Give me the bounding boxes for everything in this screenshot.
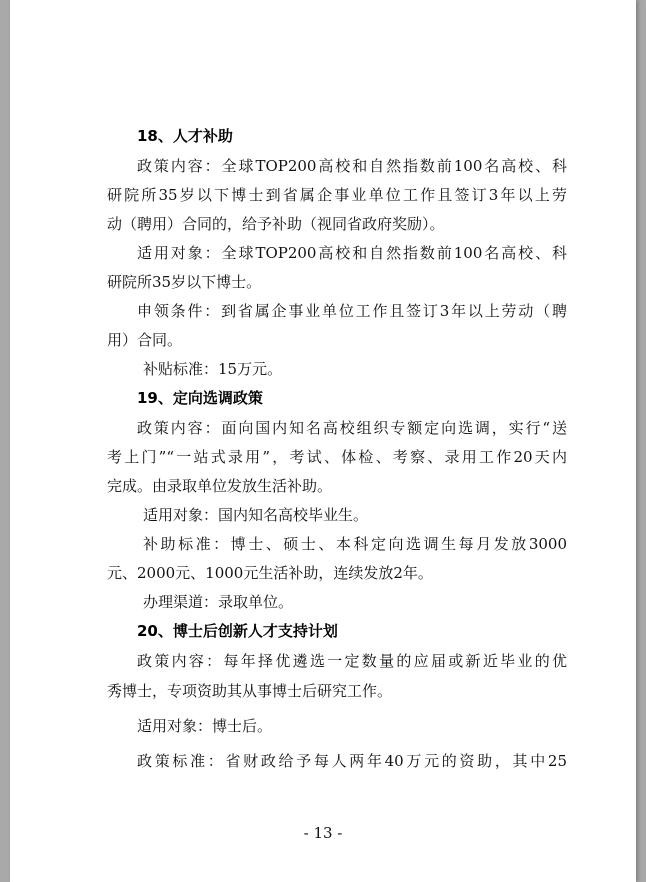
section-heading-18: 18、人才补助 xyxy=(137,127,233,145)
policy-content-line: 秀博士，专项资助其从事博士后研究工作。 xyxy=(107,682,393,700)
document-page xyxy=(10,0,636,882)
subsidy-standard-line: 元、2000元、1000元生活补助，连续发放2年。 xyxy=(107,564,433,582)
eligibility-line: 申领条件：到省属企事业单位工作且签订3年以上劳动（聘 xyxy=(137,302,567,320)
policy-content-line: 研院所35岁以下博士到省属企事业单位工作且签订3年以上劳 xyxy=(107,186,567,204)
target-audience-line: 适用对象：全球TOP200高校和自然指数前100名高校、科 xyxy=(137,244,567,262)
policy-content-line: 完成。由录取单位发放生活补助。 xyxy=(107,477,333,495)
policy-content-line: 政策内容：全球TOP200高校和自然指数前100名高校、科 xyxy=(137,157,567,175)
policy-content-line: 政策内容：面向国内知名高校组织专额定向选调，实行“送 xyxy=(137,419,567,437)
target-audience-line: 适用对象：博士后。 xyxy=(137,717,273,735)
eligibility-line: 用）合同。 xyxy=(107,331,183,349)
section-heading-19: 19、定向选调政策 xyxy=(137,389,263,407)
target-audience-line: 适用对象：国内知名高校毕业生。 xyxy=(143,506,369,524)
target-audience-line: 研院所35岁以下博士。 xyxy=(107,273,262,291)
section-heading-20: 20、博士后创新人才支持计划 xyxy=(137,622,338,640)
policy-content-line: 考上门”“一站式录用”，考试、体检、考察、录用工作20天内 xyxy=(107,448,567,466)
policy-standard-line: 政策标准：省财政给予每人两年40万元的资助，其中25 xyxy=(137,752,567,770)
page-number: - 13 - xyxy=(303,824,343,842)
policy-content-line: 政策内容：每年择优遴选一定数量的应届或新近毕业的优 xyxy=(137,652,567,670)
subsidy-standard-line: 补助标准：博士、硕士、本科定向选调生每月发放3000 xyxy=(143,535,567,553)
application-channel-line: 办理渠道：录取单位。 xyxy=(143,593,294,611)
subsidy-standard-line: 补贴标准：15万元。 xyxy=(143,360,283,378)
policy-content-line: 动（聘用）合同的，给予补助（视同省政府奖励）。 xyxy=(107,215,445,233)
